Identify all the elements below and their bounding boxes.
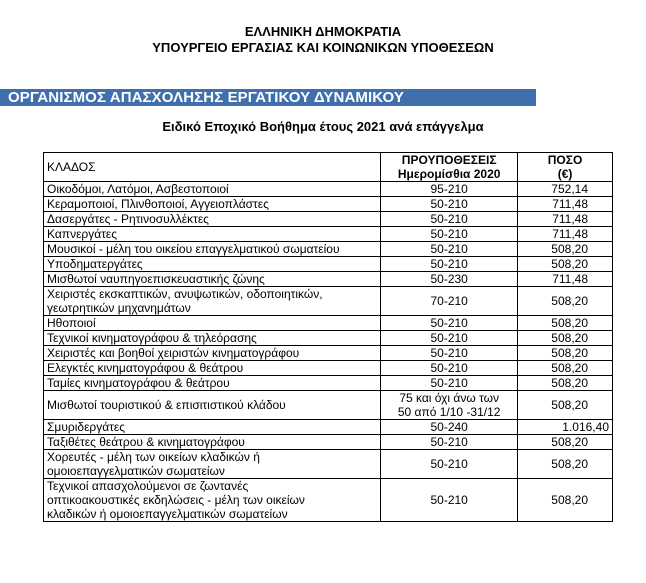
header-amount-line1: ΠΟΣΟ xyxy=(547,153,583,167)
table-row xyxy=(44,346,613,361)
amount-cell: 752,14 xyxy=(518,182,613,197)
table-row xyxy=(44,391,613,420)
sector-cell: Οικοδόμοι, Λατόμοι, Ασβεστοποιοί xyxy=(44,182,381,197)
amount-cell: 508,20 xyxy=(518,361,613,376)
amount-cell: 508,20 xyxy=(518,242,613,257)
header-sector: ΚΛΑΔΟΣ xyxy=(44,153,381,182)
table-row xyxy=(44,227,613,242)
sector-cell-line: κλαδικών ή ομοιοεπαγγελματικών σωματείων xyxy=(47,507,288,521)
sector-cell xyxy=(44,479,381,522)
table-row xyxy=(44,420,613,435)
amount-cell: 508,20 xyxy=(518,331,613,346)
sector-cell-line: γεωτρητικών μηχανημάτων xyxy=(47,301,191,315)
table-row xyxy=(44,361,613,376)
table-row xyxy=(44,257,613,272)
header-conditions xyxy=(381,153,518,182)
sector-cell: Καπνεργάτες xyxy=(44,227,381,242)
conditions-cell: 50-210 xyxy=(381,450,518,479)
amount-cell: 711,48 xyxy=(518,197,613,212)
sector-cell: Υποδηματεργάτες xyxy=(44,257,381,272)
sector-cell: Χειριστές και βοηθοί χειριστών κινηματογράφου xyxy=(44,346,381,361)
table-row xyxy=(44,242,613,257)
conditions-cell: 50-210 xyxy=(381,331,518,346)
table-header-row xyxy=(44,153,613,182)
sector-cell: Μισθωτοί ναυπηγοεπισκευαστικής ζώνης xyxy=(44,272,381,287)
amount-cell: 508,20 xyxy=(518,316,613,331)
document-subtitle: Ειδικό Εποχικό Βοήθημα έτους 2021 ανά επάγγελμα xyxy=(162,119,484,134)
amount-cell: 711,48 xyxy=(518,212,613,227)
conditions-cell-line: 75 και όχι άνω των xyxy=(399,391,500,405)
table-row xyxy=(44,435,613,450)
amount-cell: 508,20 xyxy=(518,346,613,361)
sector-cell: Μισθωτοί τουριστικού & επισιτιστικού κλάδου xyxy=(44,391,381,420)
amount-cell: 508,20 xyxy=(518,450,613,479)
sector-cell: Μουσικοί - μέλη του οικείου επαγγελματικού σωματείου xyxy=(44,242,381,257)
amount-cell: 508,20 xyxy=(518,479,613,522)
amount-cell: 508,20 xyxy=(518,257,613,272)
table-row xyxy=(44,331,613,346)
sector-cell: Δασεργάτες - Ρητινοσυλλέκτες xyxy=(44,212,381,227)
header-amount-line2: (€) xyxy=(557,167,573,181)
conditions-cell: 50-210 xyxy=(381,257,518,272)
organization-banner: ΟΡΓΑΝΙΣΜΟΣ ΑΠΑΣΧΟΛΗΣΗΣ ΕΡΓΑΤΙΚΟΥ ΔΥΝΑΜΙΚΟΥ xyxy=(0,89,536,106)
amount-cell: 508,20 xyxy=(518,287,613,316)
conditions-cell: 50-210 xyxy=(381,376,518,391)
conditions-cell: 50-210 xyxy=(381,227,518,242)
conditions-cell xyxy=(381,391,518,420)
conditions-cell: 50-210 xyxy=(381,197,518,212)
sector-cell-line: Τεχνικοί απασχολούμενοι σε ζωντανές xyxy=(47,479,249,493)
sector-cell xyxy=(44,287,381,316)
table-row xyxy=(44,212,613,227)
table-row xyxy=(44,479,613,522)
sector-cell: Τεχνικοί κινηματογράφου & τηλεόρασης xyxy=(44,331,381,346)
amount-cell: 711,48 xyxy=(518,227,613,242)
table-row xyxy=(44,450,613,479)
sector-cell-line: Χειριστές εκσκαπτικών, ανυψωτικών, οδοποιητικών, xyxy=(47,287,323,301)
amount-cell: 508,20 xyxy=(518,391,613,420)
conditions-cell: 50-210 xyxy=(381,435,518,450)
header-republic: ΕΛΛΗΝΙΚΗ ΔΗΜΟΚΡΑΤΙΑ xyxy=(244,24,402,39)
table-row xyxy=(44,287,613,316)
conditions-cell: 50-240 xyxy=(381,420,518,435)
conditions-cell: 50-230 xyxy=(381,272,518,287)
table-row xyxy=(44,182,613,197)
header-ministry: ΥΠΟΥΡΓΕΙΟ ΕΡΓΑΣΙΑΣ ΚΑΙ ΚΟΙΝΩΝΙΚΩΝ ΥΠΟΘΕΣΕΩΝ xyxy=(152,40,494,55)
sector-cell: Ηθοποιοί xyxy=(44,316,381,331)
sector-cell-line: οπτικοακουστικές εκδηλώσεις - μέλη των οικείων xyxy=(47,493,305,507)
conditions-cell: 50-210 xyxy=(381,212,518,227)
amount-cell: 1.016,40 xyxy=(518,420,613,435)
conditions-cell: 95-210 xyxy=(381,182,518,197)
sector-cell: Κεραμοποιοί, Πλινθοποιοί, Αγγειοπλάστες xyxy=(44,197,381,212)
conditions-cell: 50-210 xyxy=(381,316,518,331)
amount-cell: 508,20 xyxy=(518,435,613,450)
amount-cell: 508,20 xyxy=(518,376,613,391)
table-row xyxy=(44,376,613,391)
conditions-cell: 70-210 xyxy=(381,287,518,316)
sector-cell: Σμυριδεργάτες xyxy=(44,420,381,435)
sector-cell-line: Χορευτές - μέλη των οικείων κλαδικών ή xyxy=(47,450,260,464)
table-row xyxy=(44,316,613,331)
amount-cell: 711,48 xyxy=(518,272,613,287)
sector-cell: Ταξιθέτες θεάτρου & κινηματογράφου xyxy=(44,435,381,450)
table-row xyxy=(44,272,613,287)
sector-cell: Ελεγκτές κινηματογράφου & θεάτρου xyxy=(44,361,381,376)
header-conditions-line2: Ημερομίσθια 2020 xyxy=(397,167,501,181)
sector-cell: Ταμίες κινηματογράφου & θεάτρου xyxy=(44,376,381,391)
conditions-cell: 50-210 xyxy=(381,346,518,361)
conditions-cell: 50-210 xyxy=(381,361,518,376)
header-amount xyxy=(518,153,613,182)
sector-cell-line: ομοιοεπαγγελματικών σωματείων xyxy=(47,464,225,478)
allowance-table xyxy=(43,152,613,522)
conditions-cell: 50-210 xyxy=(381,242,518,257)
table-row xyxy=(44,197,613,212)
sector-cell xyxy=(44,450,381,479)
header-conditions-line1: ΠΡΟΥΠΟΘΕΣΕΙΣ xyxy=(401,153,497,167)
conditions-cell: 50-210 xyxy=(381,479,518,522)
conditions-cell-line: 50 από 1/10 -31/12 xyxy=(397,405,501,419)
